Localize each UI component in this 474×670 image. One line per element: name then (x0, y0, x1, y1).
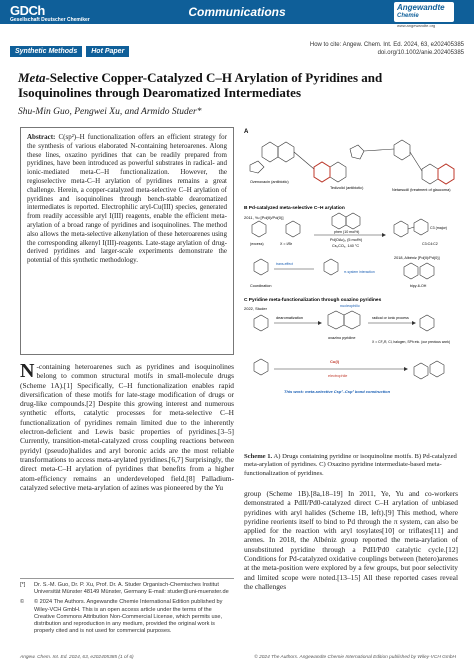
cite-line: How to cite: Angew. Chem. Int. Ed. 2024, 63, e202405385 (309, 42, 464, 48)
journal-header-bar (0, 0, 474, 28)
citation-info (310, 41, 464, 57)
c-electrophile: electrophile (328, 374, 348, 378)
panel-b-coordination: Coordination (250, 284, 272, 288)
panel-b-excess: (excess) (250, 242, 264, 246)
phen-ring-a (332, 213, 346, 229)
journal-url: www.angewandte.org (397, 23, 436, 28)
article-tags (10, 46, 129, 57)
author-list: Shu-Min Guo, Pengwei Xu, and Armido Studer* (18, 107, 202, 117)
drug-label-ozenoxacin: Ozenoxacin (antibiotic) (250, 180, 289, 184)
publisher-subtitle: Gesellschaft Deutscher Chemiker (10, 17, 90, 23)
drug-label-tedizolid: Tedizolid (antibiotic) (330, 186, 364, 190)
c-dearomatization: dearomatization (276, 316, 304, 320)
footnote-text: © 2024 The Authors. Angewandte Chemie International Edition published by Wiley-VCH GmbH. This is an open access article under the terms of the Creative Commons Attribution Non-Commercial License, which permits use, distribution and reproduction in any medium, provided the original work is properly cited and is not used for commercial purposes. (34, 599, 223, 635)
section-label: Communications (188, 5, 286, 19)
panel-c-year: 2022, Studer (244, 306, 267, 311)
journal-logo (394, 2, 454, 28)
c-aryl-ring (254, 359, 268, 375)
panel-b-year-1: 2011, Yu [Pd(II)/Pd(0)] (244, 215, 284, 220)
netarsudil-ring-b (422, 164, 438, 184)
footnote-affiliation (20, 582, 234, 596)
journal-logo-subtext: Chemie (397, 13, 419, 19)
panel-b-conditions: Cs₂CO₃, 140 °C (332, 244, 360, 248)
panel-b-ratio: C3:C4:C2 (422, 242, 438, 246)
panel-b-pi: π-system interaction (344, 270, 375, 274)
footer-copyright: © 2024 The Authors. Angewandte Chemie International Edition published by Wiley-VCH GmbH (254, 655, 456, 660)
body-right-paragraph: group (Scheme 1B).[8a,18–19] In 2011, Ye, Yu and co-workers demonstrated a PdII/Pd0-catalyzed direct C–H arylation of unbiased pyridines with aryl halides (Scheme 1B, left).[9] This method, where pyridine reorients itself to bind to Pd through the π system, can also be applied for the reaction with aryl tosylates[10] or triflates[11] and arenes. In 2018, the Albéniz group reported the meta-arylation of unsubstituted pyridine through a PdII/Pd0 catalytic cycle.[12] Conditions for Pd-catalyzed oxidative couplings between (hetero)arenes at the meta-position were explored by a few groups, but poor selectivity and limited scope were noted.[13–15] All these reported cases reveal the challenges (244, 489, 458, 591)
product-ring-b (414, 219, 428, 235)
panel-c-title: C Pyridine meta-functionalization through oxazino pyridines (244, 298, 382, 303)
footnote-license (20, 599, 234, 635)
c-oxazino-ring-a (328, 311, 344, 329)
highlight-ring-2 (438, 164, 454, 184)
body-text-right (244, 489, 458, 591)
scheme-caption (244, 453, 458, 478)
drug-structures (250, 140, 454, 184)
highlight-ring-1 (314, 162, 330, 182)
pyridine-ring (252, 221, 266, 237)
drug-label-netarsudil: Netarsudil (treatment of glaucoma) (392, 188, 451, 192)
caption-text: A) Drugs containing pyridine or isoquinoline motifs. B) Pd-catalyzed meta-arylation of pyridines. C) Oxazino pyridine intermediate-based meta-functionalization of pyridines. (244, 453, 457, 477)
ozenoxacin-ring-a (262, 142, 278, 162)
abstract-text: C(sp²)–H functionalization offers an efficient strategy for the synthesis of various elaborated N-containing heteroarenes. Along these lines, oxazino pyridines that can be readily prepared from pyridines, have been introduced as powerful substrates in radical- and ionic-mediated meta-C–H functionalization. However, the regioselective meta-C–H arylation of pyridines remains a great challenge. Herein, a copper-catalyzed meta-selective C–H arylation of pyridines and isoquinolines through bench-stable dearomatized intermediates is reported. Electrophilic aryl-Cu(III) species, generated from readily accessible aryl I(III) reagents, enable the efficient meta-arylation of a broad range of pyridines and isoquinolines. The method also allows the meta-selective alkenylation of these heteroarenes using the corresponding alkenyl I(III)-reagents. Late-stage arylation of drug-derived pyridines and larger-scale experiments demonstrate the potential of this synthetic methodology. (27, 133, 227, 265)
bond-2 (364, 149, 394, 151)
panel-b-year-2: 2018, Albéniz [Pd(II)/Pd(0)] (394, 256, 440, 260)
panel-b-ligand: phen (10 mol%) (334, 230, 360, 234)
title-prefix: Meta (18, 70, 46, 85)
footnote-key: [*] (20, 582, 26, 588)
netarsudil-ring-a (394, 140, 410, 160)
panel-b-catalyst: Pd(OAc)₂ (5 mol%) (330, 238, 363, 242)
footnote-divider (20, 578, 234, 579)
bipy-ring-b (420, 263, 434, 279)
body-text-left (20, 362, 234, 492)
c-oxazino-label: oxazino pyridine (328, 336, 356, 340)
panel-a-label: A (244, 129, 249, 135)
panel-b-arrowhead (382, 233, 386, 237)
caption-label: Scheme 1. (244, 453, 273, 460)
drop-cap: N (20, 360, 35, 382)
c-oxazino-ring-b (344, 311, 360, 329)
c-radical: radical or ionic process (372, 316, 409, 320)
ozenoxacin-ring-b (278, 142, 294, 162)
phen-ring-b (346, 213, 360, 229)
article-title (18, 70, 458, 100)
c-this-work: This work: meta-selective Csp²–Csp² bond construction (284, 389, 391, 394)
bipy-ring-a (404, 263, 418, 279)
product-ring-a (394, 221, 408, 237)
scheme-figure (244, 127, 456, 457)
journal-logo-text: Angewandte (397, 3, 445, 12)
abstract-box (20, 127, 234, 355)
publisher-name: GDCh (10, 3, 45, 18)
abstract-label: Abstract: (27, 133, 56, 141)
mech-ring-b (324, 259, 338, 275)
highlight-pyridine (314, 162, 454, 184)
c-copper: Cu(I) (330, 359, 340, 364)
panel-b-x: X = I/Br (280, 242, 293, 246)
title-rest: -Selective Copper-Catalyzed C–H Arylation of Pyridines and Isoquinolines through Dearomatized Intermediates (18, 70, 383, 100)
aryl-halide-ring (286, 221, 300, 237)
footnote-key: © (20, 599, 25, 606)
panel-b-trans-effect: trans-effect (276, 262, 293, 266)
footnotes (20, 582, 234, 638)
tag-synthetic-methods: Synthetic Methods (10, 46, 82, 57)
scheme-graphic (244, 127, 456, 453)
doi-link[interactable]: doi.org/10.1002/anie.202405385 (377, 50, 464, 56)
c-nucleophilic: nucleophilic (340, 304, 360, 308)
page-footer (20, 655, 456, 660)
tedizolid-ring-c (350, 145, 364, 159)
footer-citation: Angew. Chem. Int. Ed. 2024, 63, e202405385 (1 of 6) (20, 655, 134, 660)
c-x-substituents: X = CF₂R, Cl, halogen, SPh etc. (our previous work) (372, 340, 451, 344)
bond-1 (294, 152, 314, 169)
tag-hot-paper: Hot Paper (86, 46, 129, 57)
bond-3 (410, 152, 422, 171)
panel-b-title: B Pd-catalyzed meta-selective C–H arylation (244, 206, 345, 211)
product-bond (408, 227, 414, 229)
panel-b-bipy: bipy-6-OH (410, 284, 427, 288)
c-arrowhead-2 (412, 321, 416, 325)
c-arrowhead-1 (318, 321, 322, 325)
c-pyridine-ring (254, 315, 268, 331)
mech-ring-a (254, 259, 268, 275)
c-product-ring (420, 315, 434, 331)
panel-b-selectivity: C3 (major) (430, 226, 447, 230)
footnote-text: Dr. S.-M. Guo, Dr. P. Xu, Prof. Dr. A. Studer Organisch-Chemisches Institut Universität Münster 48149 Münster, Germany E-mail: studer@uni-muenster.de (34, 582, 229, 596)
c-arrowhead-3 (404, 367, 408, 371)
c-aryl-product-ring-b (430, 361, 444, 377)
ozenoxacin-ring-c (250, 161, 264, 173)
c-aryl-product-ring-a (414, 363, 428, 379)
tedizolid-ring-b (330, 162, 346, 182)
body-left-paragraph: -containing heteroarenes such as pyridines and isoquinolines belong to common structural motifs in small-molecule drugs (Scheme 1A).[1] Specifically, C–H functionalization enables rapid diversification of these motifs for late-stage modification of drugs or drug-like compounds.[2] Despite this growing interest and numerous synthetic efforts, catalytic processes for meta-selective C–H functionalization of pyridines remain limited due to the inherently electron-deficient and Lewis basic properties of pyridines.[3–5] Currently, transition-metal-catalyzed cross coupling reactions between pyridyl (pseudo)halides and aryl boronic acids are the most reliable transformations to access meta-arylated pyridines.[6,7] Surprisingly, the direct meta-C–H arylation of pyridines that benefits from a higher atom-efficiency remains an underdeveloped field.[8] Palladium-catalyzed selective meta-arylation of azines was pioneered by the Yu (20, 362, 234, 492)
